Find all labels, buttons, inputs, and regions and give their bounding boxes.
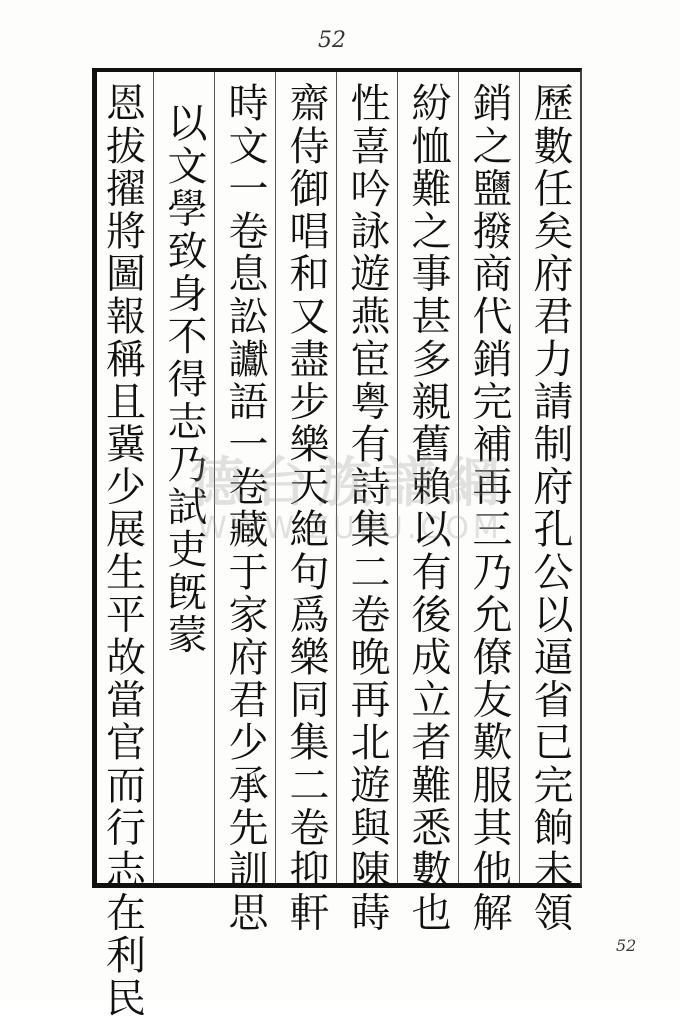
text-column-2 — [458, 72, 519, 934]
column-text: 恩拔擢將圖報稱且冀少展生平故當官而行志在利民 — [99, 82, 146, 1019]
text-column-4 — [336, 72, 397, 934]
watermark-url: WWW.ZUPU.COM — [197, 511, 503, 546]
text-column-5 — [275, 72, 336, 934]
text-column-3 — [397, 72, 458, 934]
column-text: 性喜吟詠遊燕宦粤有詩集二卷晚再北遊與陳蒔 — [344, 82, 390, 934]
column-text: 銷之鹽撥商代銷完補再三乃允僚友歎服其他解 — [466, 82, 512, 934]
text-frame — [92, 68, 582, 1019]
text-column-1 — [519, 72, 580, 934]
text-column-6 — [214, 72, 275, 934]
text-column-7 — [153, 72, 214, 883]
column-text: 時文一卷息訟讞語一卷藏于家府君少承先訓思 — [222, 82, 268, 934]
watermark-text: 德台族譜網 — [190, 451, 510, 514]
column-text: 齋侍御唱和又盡步樂天絶句爲樂同集二卷抑軒 — [283, 82, 329, 934]
column-text: 歷數任矣府君力請制府孔公以逼省已完餉未領 — [527, 82, 573, 934]
folio-number-top: 52 — [318, 28, 346, 53]
folio-number-bottom: 52 — [616, 936, 637, 955]
column-text: 紛恤難之事甚多親舊賴以有後成立者難悉數也 — [405, 82, 451, 934]
text-column-8 — [92, 72, 153, 1019]
text-columns — [97, 72, 580, 1019]
column-text: 以文學致身不得志乃試吏旣蒙 — [161, 102, 207, 656]
